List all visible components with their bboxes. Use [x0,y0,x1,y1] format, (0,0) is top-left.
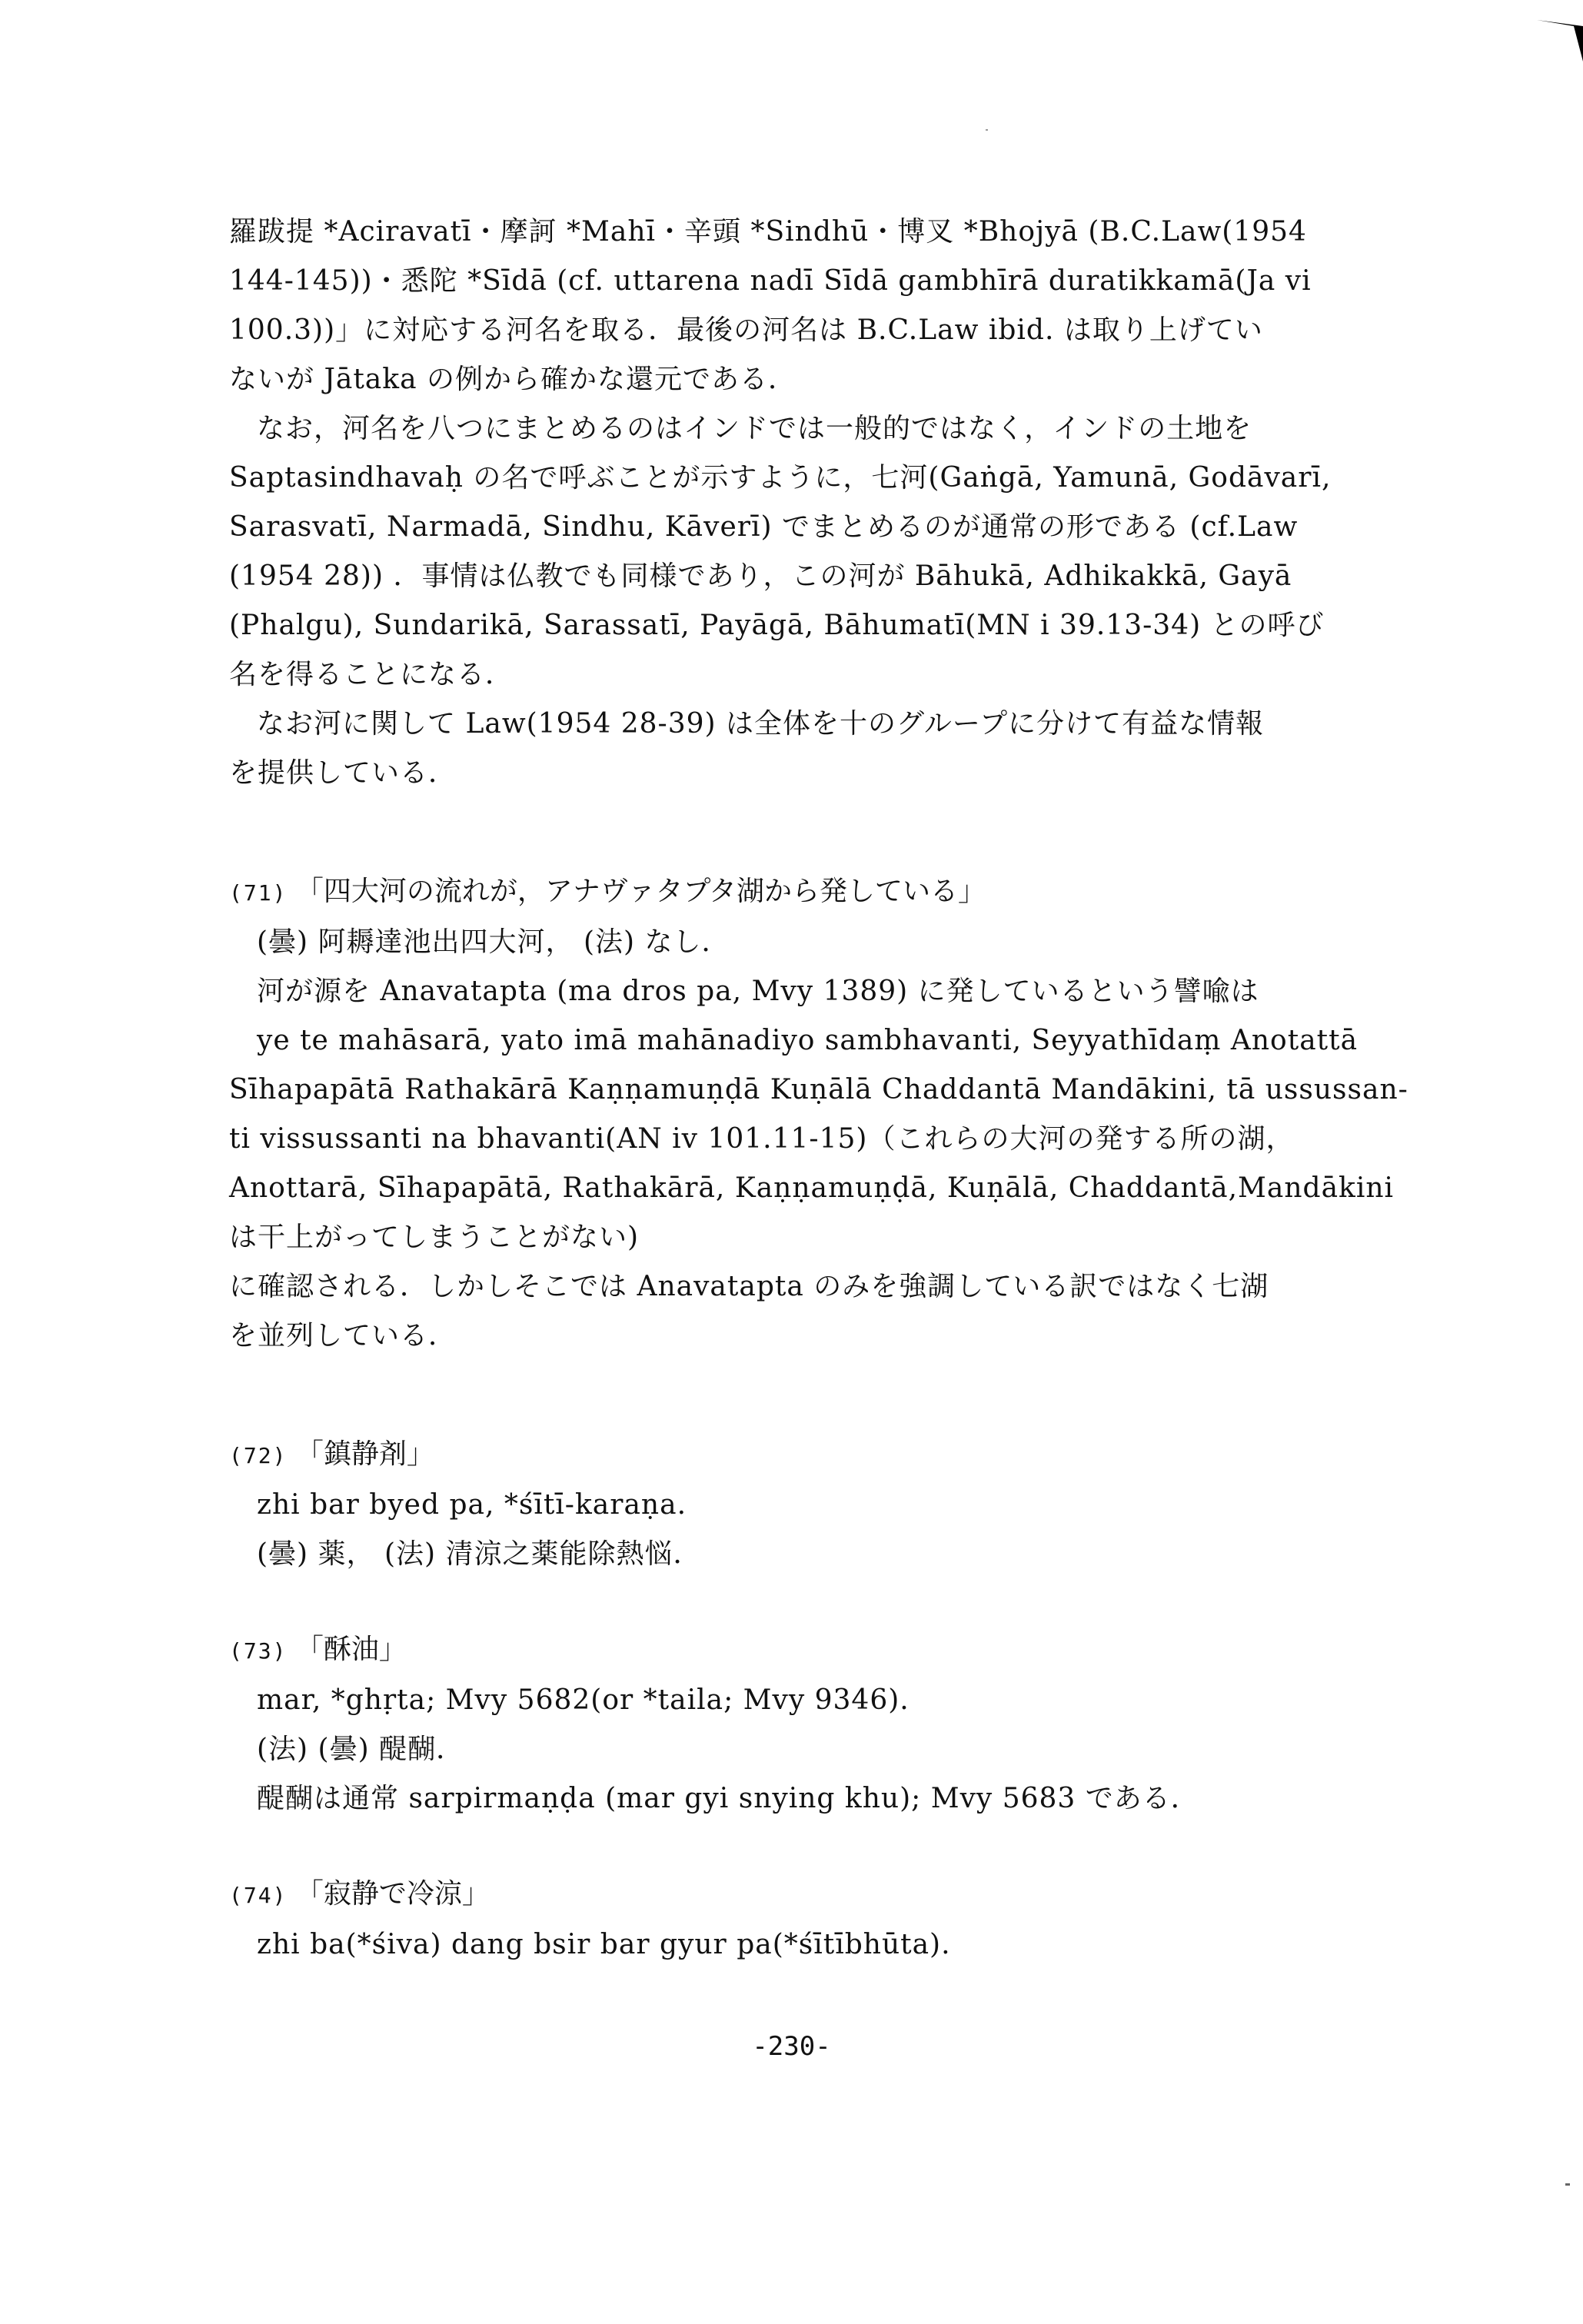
text-line: なお河に関して Law(1954 28-39) は全体を十のグループに分けて有益な情報 [257,708,1265,740]
note-title: 「鎮静剤」 [295,1438,434,1470]
note-73 [229,1625,1413,1824]
text-line: 144-145))・悉陀 *Sīdā (cf. uttarena nadī Sīdā gambhīrā duratikkamā(Ja vi [229,265,1312,297]
text-line: ないが Jātaka の例から確かな還元である． [229,364,796,395]
body-paragraphs [229,208,1413,798]
note-heading [229,1870,1413,1920]
note-line: Sīhapapātā Rathakārā Kaṇṇamuṇḍā Kuṇālā Chaddantā Mandākini, tā ussussan- [229,1074,1408,1105]
note-title: 「酥油」 [295,1634,407,1665]
note-number: (72) [229,1443,288,1468]
text-line: なお，河名を八つにまとめるのはインドでは一般的ではなく，インドの土地を [257,413,1252,444]
note-heading [229,1625,1413,1676]
note-line: Anottarā, Sīhapapātā, Rathakārā, Kaṇṇamuṇḍā, Kuṇālā, Chaddantā,Mandākini [229,1172,1395,1204]
note-number: (73) [229,1638,288,1664]
text-line: Sarasvatī, Narmadā, Sindhu, Kāverī) でまとめるのが通常の形である (cf.Law [229,511,1299,543]
text-line: (Phalgu), Sundarikā, Sarassatī, Payāgā, Bāhumatī(MN i 39.13-34) との呼び [229,610,1325,641]
page-number: -230- [752,2031,831,2062]
text-line: 名を得ることになる． [229,659,514,690]
note-71 [229,867,1413,1361]
note-line: 醍醐は通常 sarpirmaṇḍa (mar gyi snying khu); Mvy 5683 である． [257,1783,1199,1814]
note-line: (曇) 薬， (法) 清涼之薬能除熱悩． [257,1538,702,1570]
note-heading [229,1430,1413,1481]
note-line: を並列している． [229,1320,457,1352]
scan-speck [1565,2183,1570,2186]
text-line: 100.3))」に対応する河名を取る．最後の河名は B.C.Law ibid. は取り上げてい [229,314,1263,346]
note-title: 「寂静で冷涼」 [295,1878,490,1910]
text-line: Saptasindhavaḥ の名で呼ぶことが示すように，七河(Gaṅgā, Yamunā, Godāvarī, [229,462,1332,494]
corner-crop-mark [1537,15,1583,62]
note-number: (74) [229,1883,288,1908]
text-line: 羅跋提 *Aciravatī・摩訶 *Mahī・辛頭 *Sindhū・博叉 *Bhojyā (B.C.Law(1954 [229,216,1307,248]
note-line: mar, *ghṛta; Mvy 5682(or *taila; Mvy 9346). [257,1684,910,1716]
note-line: ti vissussanti na bhavanti(AN iv 101.11-15)（これらの大河の発する所の湖， [229,1123,1295,1155]
note-line: ye te mahāsarā, yato imā mahānadiyo sambhavanti, Seyyathīdaṃ Anotattā [257,1025,1359,1056]
note-title: 「四大河の流れが，アナヴァタプタ湖から発している」 [295,876,986,907]
text-line: (1954 28)) ．事情は仏教でも同様であり，この河が Bāhukā, Adhikakkā, Gayā [229,560,1292,592]
note-line: 河が源を Anavatapta (ma dros pa, Mvy 1389) に発しているという譬喩は [257,976,1259,1007]
note-72 [229,1430,1413,1579]
text-line: を提供している． [229,757,457,789]
note-number: (71) [229,880,288,906]
note-74 [229,1870,1413,1970]
note-line: zhi bar byed pa, *śītī-karaṇa. [257,1489,687,1521]
scan-speck [986,129,988,131]
document-page [229,208,1413,1970]
note-line: (曇) 阿耨達池出四大河， (法) なし． [257,926,730,958]
note-line: (法) (曇) 醍醐． [257,1734,465,1765]
note-line: は干上がってしまうことがない) [229,1222,640,1253]
note-line: に確認される．しかしそこでは Anavatapta のみを強調している訳ではなく七湖 [229,1271,1269,1302]
note-line: zhi ba(*śiva) dang bsir bar gyur pa(*śītībhūta). [257,1929,951,1960]
note-heading [229,867,1413,918]
